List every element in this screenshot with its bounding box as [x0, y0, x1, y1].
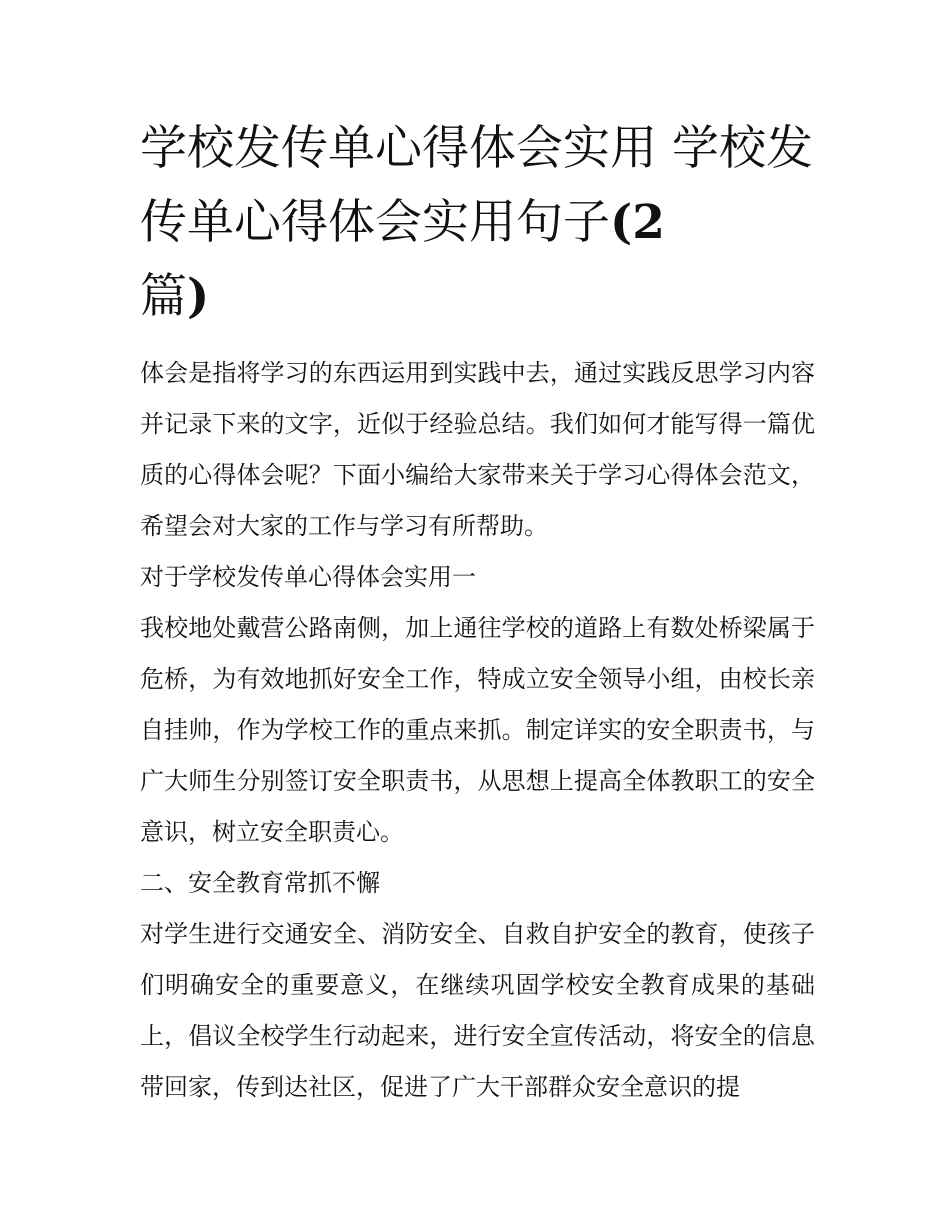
section-heading-1: 对于学校发传单心得体会实用一: [140, 563, 476, 591]
title-count-unit: 篇: [140, 269, 187, 324]
document-title: [140, 112, 815, 334]
body-paragraph-2: 对学生进行交通安全、消防安全、自救自护安全的教育，使孩子们明确安全的重要意义，在继续巩固学校安全教育成果的基础上，倡议全校学生行动起来，进行安全宣传活动，将安全的信息带回家，传到达社区，促进了广大干部群众安全意识的提: [140, 920, 815, 1101]
document-content: [140, 112, 815, 1113]
section-heading-2: 二、安全教育常抓不懈: [140, 869, 380, 897]
title-count-open: (2: [610, 195, 665, 250]
intro-paragraph: 体会是指将学习的东西运用到实践中去，通过实践反思学习内容并记录下来的文字，近似于经验总结。我们如何才能写得一篇优质的心得体会呢？下面小编给大家带来关于学习心得体会范文，希望会对大家的工作与学习有所帮助。: [140, 359, 815, 540]
body-paragraph-1: 我校地处戴营公路南侧，加上通往学校的道路上有数处桥梁属于危桥，为有效地抓好安全工作，特成立安全领导小组，由校长亲自挂帅，作为学校工作的重点来抓。制定详实的安全职责书，与广大师生分别签订安全职责书，从思想上提高全体教职工的安全意识，树立安全职责心。: [140, 614, 815, 846]
title-count-close: ): [187, 269, 210, 324]
title-text: 学校发传单心得体会实用 学校发传单心得体会实用句子: [140, 121, 813, 250]
